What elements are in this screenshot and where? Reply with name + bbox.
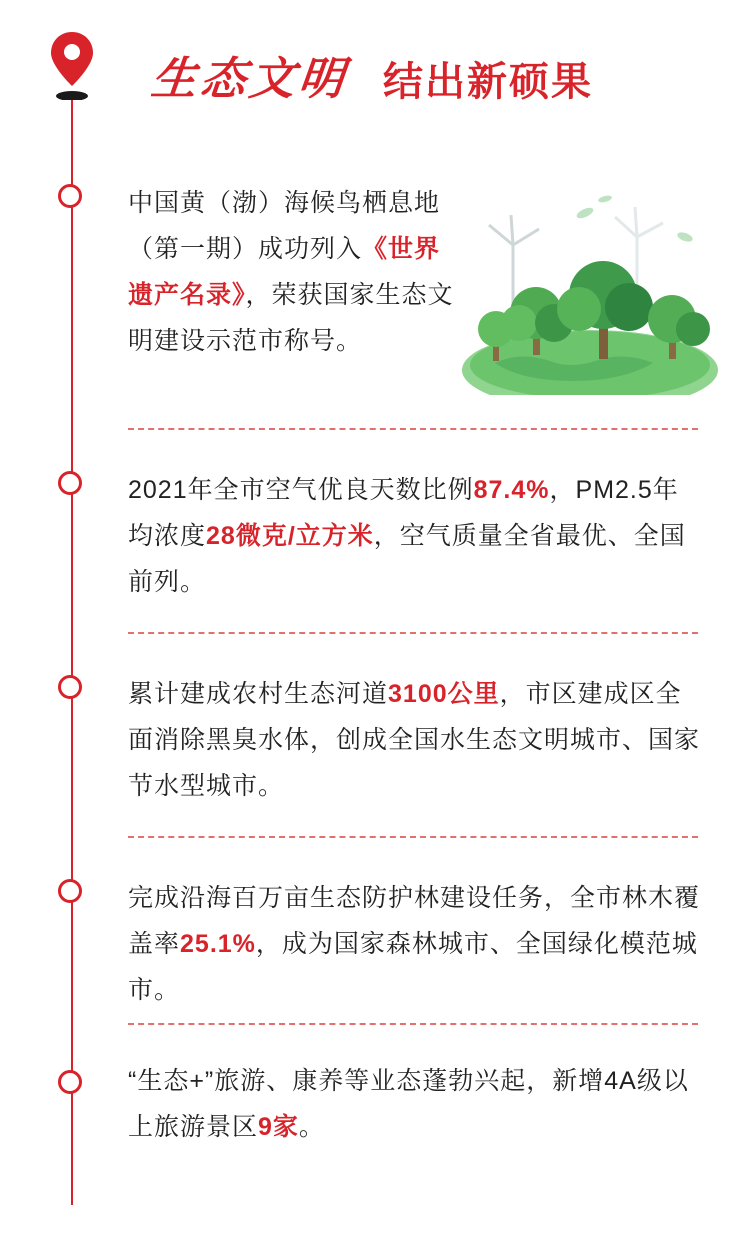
page-title-bold: 结出新硕果 bbox=[383, 60, 593, 104]
item-divider bbox=[128, 428, 698, 430]
item-divider bbox=[128, 836, 698, 838]
timeline-node bbox=[58, 879, 82, 903]
header bbox=[0, 0, 751, 140]
text-highlight: 9家 bbox=[258, 1113, 299, 1141]
text-segment: 2021年全市空气优良天数比例 bbox=[128, 476, 474, 504]
text-highlight: 87.4% bbox=[473, 476, 550, 504]
text-segment: 累计建成农村生态河道 bbox=[128, 680, 389, 708]
text-segment: ，荣获国家生态文明建设示范市称号。 bbox=[128, 281, 454, 355]
item-text bbox=[128, 875, 703, 1013]
item-text bbox=[128, 180, 458, 364]
text-highlight: 25.1% bbox=[180, 930, 256, 958]
item-divider bbox=[128, 1023, 698, 1025]
timeline-node bbox=[58, 471, 82, 495]
text-segment: ，空气质量全省最优、全国前列。 bbox=[128, 522, 686, 596]
item-text bbox=[128, 671, 703, 809]
text-segment: 中国黄（渤）海候鸟栖息地（第一期）成功列入 bbox=[128, 189, 441, 263]
text-segment: 。 bbox=[298, 1113, 325, 1141]
timeline-node bbox=[58, 1070, 82, 1094]
text-segment: 完成沿海百万亩生态防护林建设任务，全市林木覆盖率 bbox=[128, 884, 701, 958]
item-text bbox=[128, 1058, 703, 1150]
text-segment: ，PM2.5年均浓度 bbox=[128, 476, 679, 550]
page-title-script: 生态文明 bbox=[148, 54, 351, 104]
timeline-axis bbox=[71, 95, 73, 1205]
text-highlight: 3100公里 bbox=[388, 680, 500, 708]
text-highlight: 28微克/立方米 bbox=[206, 522, 374, 550]
text-segment: ，市区建成区全面消除黑臭水体，创成全国水生态文明城市、国家节水型城市。 bbox=[128, 680, 701, 800]
location-pin-icon bbox=[48, 30, 96, 100]
timeline-node bbox=[58, 675, 82, 699]
item-text bbox=[128, 467, 703, 605]
text-segment: “生态+”旅游、康养等业态蓬勃兴起，新增4A级以上旅游景区 bbox=[128, 1067, 689, 1141]
item-divider bbox=[128, 632, 698, 634]
green-earth-forest-windmill-illustration bbox=[455, 185, 725, 395]
text-segment: ，成为国家森林城市、全国绿化模范城市。 bbox=[128, 930, 698, 1004]
timeline-node bbox=[58, 184, 82, 208]
text-highlight: 《世界遗产名录》 bbox=[128, 235, 441, 309]
